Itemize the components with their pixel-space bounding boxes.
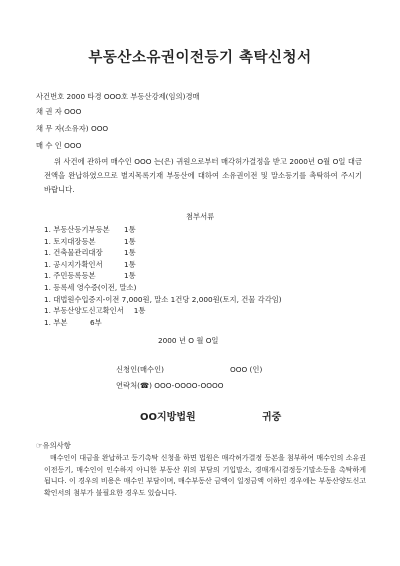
creditor-line: 채 권 자 OOO xyxy=(36,107,82,116)
attachment-count: 1통 xyxy=(133,306,146,316)
attachment-label: 1. 부본 xyxy=(44,317,68,327)
list-item xyxy=(44,260,282,272)
applicant-name: OOO (인) xyxy=(230,365,263,374)
case-number-line: 사건번호 2000 타경 OOO호 부동산강제(임의)경매 xyxy=(36,92,200,101)
court-name: OO지방법원 xyxy=(140,412,196,423)
date-line: 2000 년 O 월 O일 xyxy=(158,336,219,345)
debtor-line: 채 무 자(소유자) OOO xyxy=(36,124,109,133)
list-item xyxy=(44,295,282,307)
buyer-line: 매 수 인 OOO xyxy=(36,141,82,150)
contact-line: 연락처(☎) OOO-OOOO-OOOO xyxy=(116,381,224,390)
attachment-label: 1. 건축물관리대장 xyxy=(44,248,103,258)
document-title: 부동산소유권이전등기 촉탁신청서 xyxy=(88,50,312,66)
list-item xyxy=(44,306,282,318)
notice-heading: ☞유의사항 xyxy=(36,441,71,450)
list-item xyxy=(44,283,282,295)
list-item xyxy=(44,248,282,260)
attachments-list xyxy=(44,225,282,329)
attachment-label: 1. 부동산등기부등본 xyxy=(44,225,110,234)
attachment-count: 1통 xyxy=(124,259,136,269)
attachment-label: 1. 주민등록등본 xyxy=(44,271,96,281)
attachment-count: 1통 xyxy=(124,248,136,258)
attachments-heading: 첨부서류 xyxy=(186,212,215,221)
attachment-label: 1. 토지대장등본 xyxy=(44,236,96,246)
list-item xyxy=(44,225,282,237)
applicant-label: 신청인(매수인) xyxy=(116,365,164,374)
request-body-text: 위 사건에 관하여 매수인 OOO 는(은) 귀원으로부터 매각허가결정을 받고 2000년 O월 O일 대금전액을 완납하였으므로 별지목록기재 부동산에 대하여 소유권이전 및 말소등기를 촉탁하여 주시기 바랍니다. xyxy=(44,157,362,194)
court-suffix: 귀중 xyxy=(262,412,282,423)
attachment-count: 6부 xyxy=(90,317,102,327)
attachment-label: 1. 부동산양도신고확인서 xyxy=(44,306,124,316)
list-item xyxy=(44,237,282,249)
list-item xyxy=(44,318,282,330)
attachment-label: 1. 대법원수입증지-이전 7,000원, 말소 1건당 2,000원(토지, 건물 각각임) xyxy=(44,294,282,304)
attachment-count: 1통 xyxy=(124,236,136,246)
attachment-count: 1통 xyxy=(124,271,136,281)
list-item xyxy=(44,271,282,283)
notice-body-text: 매수인이 대금을 완납하고 등기촉탁 신청을 하면 법원은 매각허가결정 등본을 첨부하여 매수인의 소유권이전등기, 매수인이 인수하지 아니한 부동산 위의 부담의 기입말소, 경매개시결정등기말소등을 촉탁하게 됩니다. 이 경우의 비용은 매수인 부담이며, 매수부동산 금액이 일정금액 이하인 경우에는 부동산양도신고확인서의 첨부가 불필요한 경우도 있습니다. xyxy=(44,454,366,497)
attachment-label: 1. 공시지가확인서 xyxy=(44,259,103,269)
attachment-count: 1통 xyxy=(124,225,136,234)
attachment-label: 1. 등록세 영수증(이전, 말소) xyxy=(44,282,137,292)
